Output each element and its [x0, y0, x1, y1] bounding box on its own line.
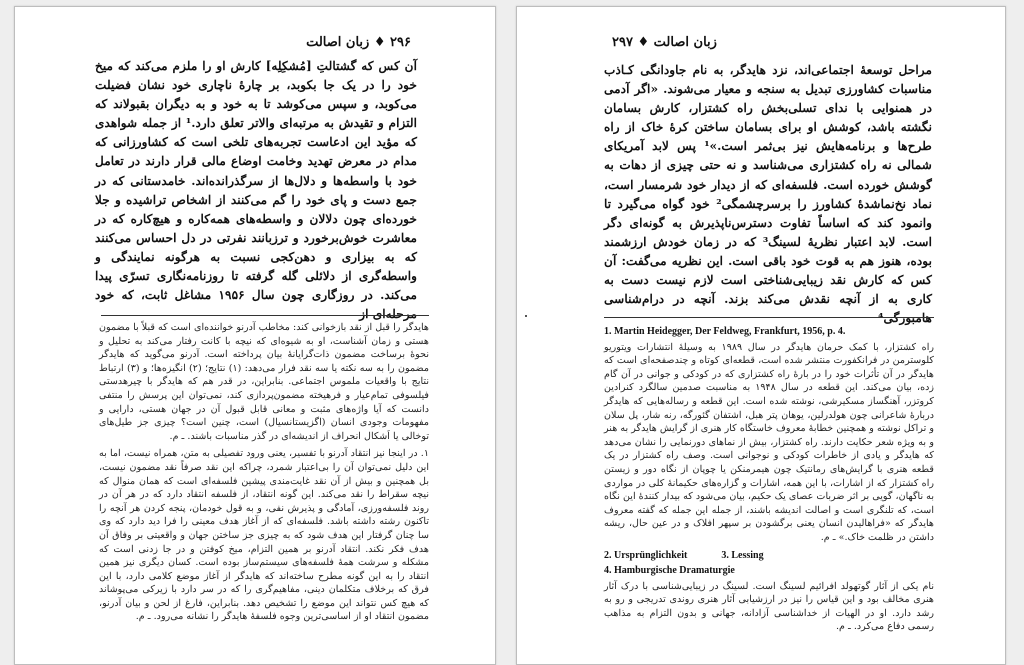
- page-header-right: زبان اصالت ♦ ۲۹۷: [612, 35, 717, 50]
- footnote: نام یکی از آثار گوتهولد افرائیم لسینگ است. لسینگ در زیبایی‌شناسی با درک آثار هنری مخالف بود و این قیاس را نیز در ارزشیابی آثار هنری روندی تدریجی و رو به رشد دارد. او در الهیات از خداشناسی آزادانه، جهانی و بدون التزام به مذاهب رسمی دفاع می‌کرد. ـ م.: [604, 580, 934, 633]
- page-header-left: ۲۹۶ ♦ زبان اصالت: [306, 35, 411, 50]
- body-text-left: [95, 57, 417, 324]
- footnote-reference: 1. Martin Heidegger, Der Feldweg, Frankfurt, 1956, p. 4.: [604, 326, 846, 337]
- body-paragraph: آن کس که گشتالتِ [مُشکِلِه] کارش او را ملزم می‌کند که میخ خود را در یک جا بکوبد، بر چارهٔ ناچاری خود نشان فضیلت می‌کوبد، و سپس می‌کوشد تا به خود و به دیگران بقبولاند که التزام و تقیدش به مرتبه‌ای والاتر تعلق دارد.¹ از جمله شواهدی که مؤید این ادعاست تجربه‌های تلخی است که کشاورزانی که مدام در معرض تهدید وخامت اوضاع مالی قرار دارند در تعامل خود با واسطه‌ها و دلال‌ها از سرگذرانده‌اند. خامدستانی که در جمع دست و پای خود را گم می‌کنند از اشخاص تراشیده و جلا خورده‌ای چون دلالان و واسطه‌های همه‌کاره و هیچ‌کاره که در معاشرت خوش‌برخورد و ترزبانند نفرتی در دل احساس می‌کنند که به بیزاری و دهن‌کجی نسبت به هرگونه نمایندگی و واسطه‌گری از دلائلی گله گرفته تا روزنامه‌نگاری تسرّی پیدا می‌کند. در روزگاری چون سال ۱۹۵۶ مشاغل ثابت، که خود مرحله‌ای از: [95, 59, 417, 322]
- footnote-reference-row: [604, 549, 934, 563]
- left-page: [14, 6, 496, 665]
- right-page: [516, 6, 1006, 665]
- footnotes-right: [604, 325, 934, 638]
- body-paragraph: مراحل توسعهٔ اجتماعی‌اند، نزد هایدگر، به نام جاودانگی کـاذب مناسبات کشاورزی تبدیل به سنجه و معیار می‌شوند. «اگر آدمی در همنوایی با ندای تسلی‌بخش راه کشتزار، کارش بسامان نگشته باشد، کوشش او برای بسامان ساختن کرهٔ خاک از راه طرح‌ها و برنامه‌هایش نیز بی‌ثمر است.»¹ پس لابد آمریکای شمالی نه راه کشتزاری می‌شناسد و نه حتی چیزی از دهات به گوشش خورده است. فلسفه‌ای که از دیدار خود شرمسار است، نماد نخ‌نماشدهٔ کشاورز را برسرچشمگی² خود گواه می‌گیرد تا وانمود کند که اساساً تفاوت دسترس‌ناپذیرش به گونه‌ای دگر است. لابد اعتبار نظریهٔ لسینگ³ که در زمان خودش ارزشمند بوده، هنوز هم به قوت خود باقی است. این نظریه می‌گفت: آن کس که کارش نقد زیبایی‌شناختی است لازم نیست دست به کاری به از آنچه نقدش می‌کند بزند. آنچه در درام‌شناسی هامبورگی⁴: [604, 63, 932, 326]
- footnotes-left: [99, 321, 429, 628]
- scan-speck: [525, 315, 527, 317]
- body-text-right: [604, 61, 932, 328]
- footnote: ۱. در اینجا نیز انتقاد آدرنو با تفسیر، یعنی ورود تفصیلی به متن، همراه نیست، اما به این دلیل نمی‌توان آن را بی‌اعتبار شمرد، چراکه این نقد صرفاً نقد مضمون نیست، بل همچنین و بیش از آن نقد غایت‌مندی پیشین فلسفه‌ای است که همان منوال که نیچه سقراط را نقد می‌کند. این گونه انتقاد، از فلسفه انتقاد دارد که در هر آن در روند فلسفه‌ورزی، آمادگی و پذیرش نفی، و به قول خودمان، پنجه کردن هر آنچه را تاکنون رشته داشته باشد. فلسفه‌ای که از آغاز هدف معینی را فرا دید دارد که وی سا چنان گرفتار این هدف شود که به چیزی جز ساختن جهان و واقعیتی بر وفاق آن هدف فکر نکند. انتقاد آدرنو بر همین التزام، میخ کوفتن و در جا زدنی است که مشکله و سرشت همهٔ فلسفه‌های سیستم‌ساز بوده است. کسان دیگری نیز همین انتقاد را به این گونه مطرح ساخته‌اند که هایدگر از آغاز موضع کلامی دارد، با این فرق که برخلاف متکلمان دینی، مفاهیم‌گری را که در سر دارد با زیرکی می‌پوشاند که هیچ کس نتواند این موضع را تشخیص دهد. بنابراین، فارغ از لحن و بیان آدرنو، مضمون انتقاد او از اساسی‌ترین وجوه فلسفهٔ هایدگر را نشانه می‌رود. ـ م.: [99, 448, 429, 623]
- footnote-reference: 2. Ursprünglichkeit: [604, 549, 688, 561]
- footnote: راه کشتزار، با کمک حرمان هایدگر در سال ۱۹۸۹ به وسیلهٔ انتشارات ویتوریو کلوسترمن در فرانکفورت منتشر شده است، قطعه‌ای کوتاه و چندصفحه‌ای است که هایدگر در آن تأثرات خود را در بارهٔ راه کشتزاری که در کودکی و جوانی در آن گام زده، بیان می‌کند. این قطعه در سال ۱۹۴۸ به مناسبت صدمین سالگرد کنرادین کروتزر، آهنگساز مسکیرشی، نوشته شده است. این قطعه و رساله‌هایی که هایدگر دربارهٔ شاعرانی چون هولدرلین، یوهان پتر هبل، اشتفان گئورگه، رنه شار، پل سلان و تراکل نوشته و همچنین خطابهٔ معروف خاستگاه کار هنری از گرایش هایدگر به هنر و به ویژه شعر حکایت دارند. راه کشتزار، بیش از نماهای دورنمایی را نشان می‌دهد که هایدگر و یادی از خاطرات کودکی و نوجوانی است. وصف راه کشتزار در یک قطعه هنری با گرایش‌های رمانتیک چون هیمرمنکن یا چوپان از نگاه دور و زیستن راه کشتزار که از اشارات، با این همه، اشارات و گزاره‌های حکیمانهٔ کلی در مواردی به ناگهان، گویی بر اثر ضربات عصای یک حکیم، بیان می‌شود که بیدار کنندهٔ این نگاه است، که تلنگری است و اصالت اندیشه باشند، از جمله این جمله که گفته معروف هایدگر که «فراهالیدن انسان یعنی برگشودن بر سپهر افلاک و در عین حال، ریشه داشتن در ظلمت خاک.» ـ م.: [604, 341, 935, 543]
- footnote-reference: 3. Lessing: [721, 549, 764, 561]
- footnote-divider: [604, 317, 934, 318]
- footnote-reference: 4. Hamburgische Dramaturgie: [604, 565, 735, 577]
- footnote-divider: [101, 315, 429, 316]
- footnote: هایدگر را قبل از نقد بازخوانی کند: مخاطب آدرنو خواننده‌ای است که قبلاً با مضمون هستی و زمان آشناست، او به شیوه‌ای که نیچه با کانت رفتار می‌کند به تحلیل و نحوهٔ برساخت مضمون ذات‌گرایانهٔ بیان پرداخته است. آدرنو می‌گوید که هایدگر مضمون را به سه نکته یا سه نقد فرار می‌دهد: (۱) نتایج؛ (۲) انگیزه‌ها؛ و (۳) ارتباط نتایج با واقعیات ملموس اجتماعی. بنابراین، در قدر هم که هایدگر با چیرهدستی فیلسوفی تمام‌عیار و فرهیخته مضمون‌پردازی کند، نمی‌توان این پرسش را منتفی دانست که آیا واژه‌های مثبت و معانی قابل قبول آن در جهان هستی، دارایی و مفهومات وجودی انسان (اگزیستانسیال) است، چنین است؟ چیزی جز طیل‌های توخالی یا اَشکال انحراف از اندیشه‌ای در گذر مناسبات باشند. ـ م.: [99, 322, 429, 442]
